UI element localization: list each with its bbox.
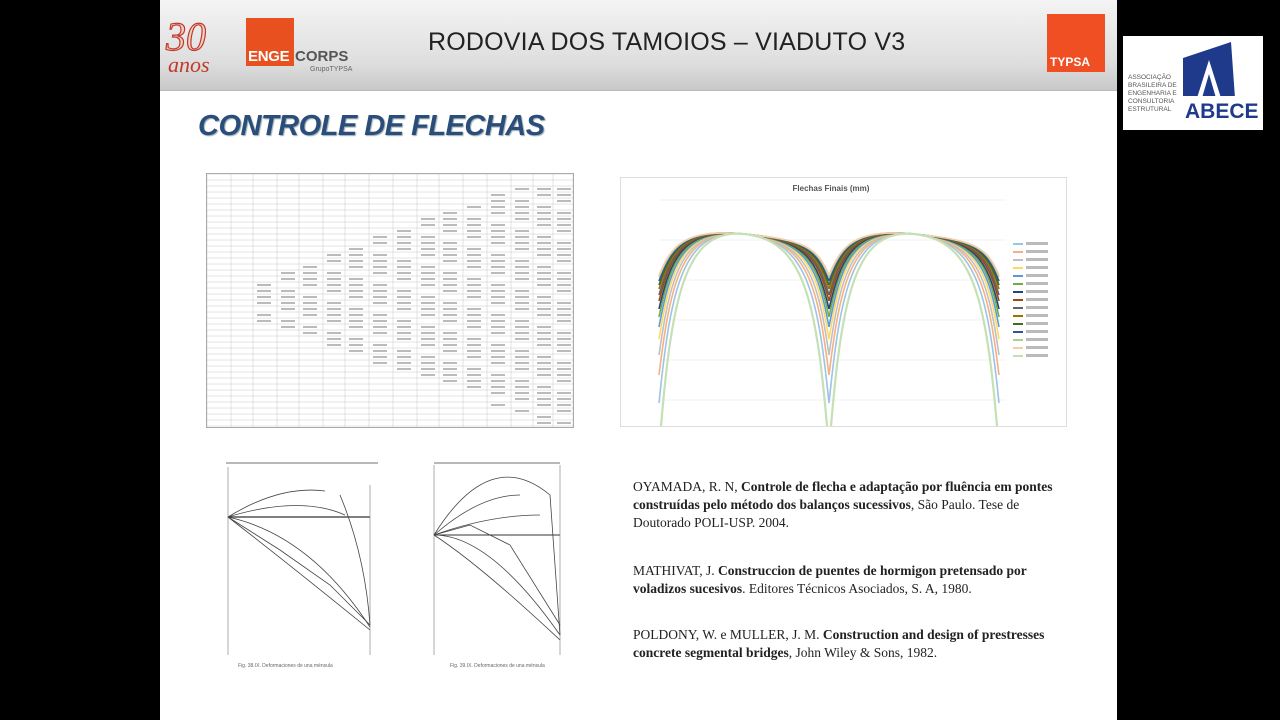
slide-header (160, 0, 1117, 91)
reference-item (633, 626, 1073, 662)
diagram-left-caption: Fig. 38.IX. Deformaciones de una ménsula (238, 663, 333, 669)
30-anos-logo (164, 14, 240, 76)
abece-name: ABECE (1185, 100, 1259, 123)
chart-title: Flechas Finais (mm) (792, 184, 870, 193)
deformation-diagram-left (220, 455, 385, 670)
reference-author: POLDONY, W. e MULLER, J. M. (633, 627, 823, 642)
section-title: CONTROLE DE FLECHAS (198, 110, 545, 142)
reference-title: Construccion de puentes de hormigon pretensado por voladizos sucesivos (633, 563, 1027, 596)
reference-item (633, 562, 1073, 598)
anniversary-number: 30 (166, 14, 206, 59)
reference-item (633, 478, 1073, 532)
flechas-table-image (206, 173, 574, 428)
typsa-label: TYPSA (1050, 55, 1091, 69)
flechas-chart (621, 178, 1066, 426)
abece-logo (1123, 36, 1263, 130)
engecorps-left: ENGE (248, 48, 290, 65)
engecorps-right: CORPS (295, 48, 349, 65)
reference-details: , John Wiley & Sons, 1982. (788, 645, 938, 660)
diagram-right-caption: Fig. 39.IX. Deformaciones de una ménsula (450, 663, 545, 669)
reference-author: OYAMADA, R. N, (633, 479, 742, 494)
deformation-diagram-right (430, 455, 565, 670)
reference-title: Controle de flecha e adaptação por fluência em pontes construídas pelo método dos balanços sucessivos (633, 479, 1053, 512)
engecorps-group: GrupoTYPSA (310, 66, 353, 73)
abece-description: ASSOCIAÇÃO BRASILEIRA DE ENGENHARIA E CONSULTORIA ESTRUTURAL (1128, 74, 1177, 113)
slide-title: RODOVIA DOS TAMOIOS – VIADUTO V3 (428, 28, 906, 56)
reference-title: Construction and design of prestresses concrete segmental bridges (633, 627, 1045, 660)
flechas-chart-image (620, 177, 1067, 427)
reference-details: , São Paulo. Tese de Doutorado POLI-USP. 2004. (633, 497, 1020, 530)
presentation-slide (160, 0, 1117, 720)
reference-details: . Editores Técnicos Asociados, S. A, 1980. (742, 581, 972, 596)
typsa-logo (1047, 14, 1105, 72)
reference-author: MATHIVAT, J. (633, 563, 719, 578)
engecorps-logo (246, 18, 356, 76)
anniversary-word: anos (168, 52, 210, 76)
